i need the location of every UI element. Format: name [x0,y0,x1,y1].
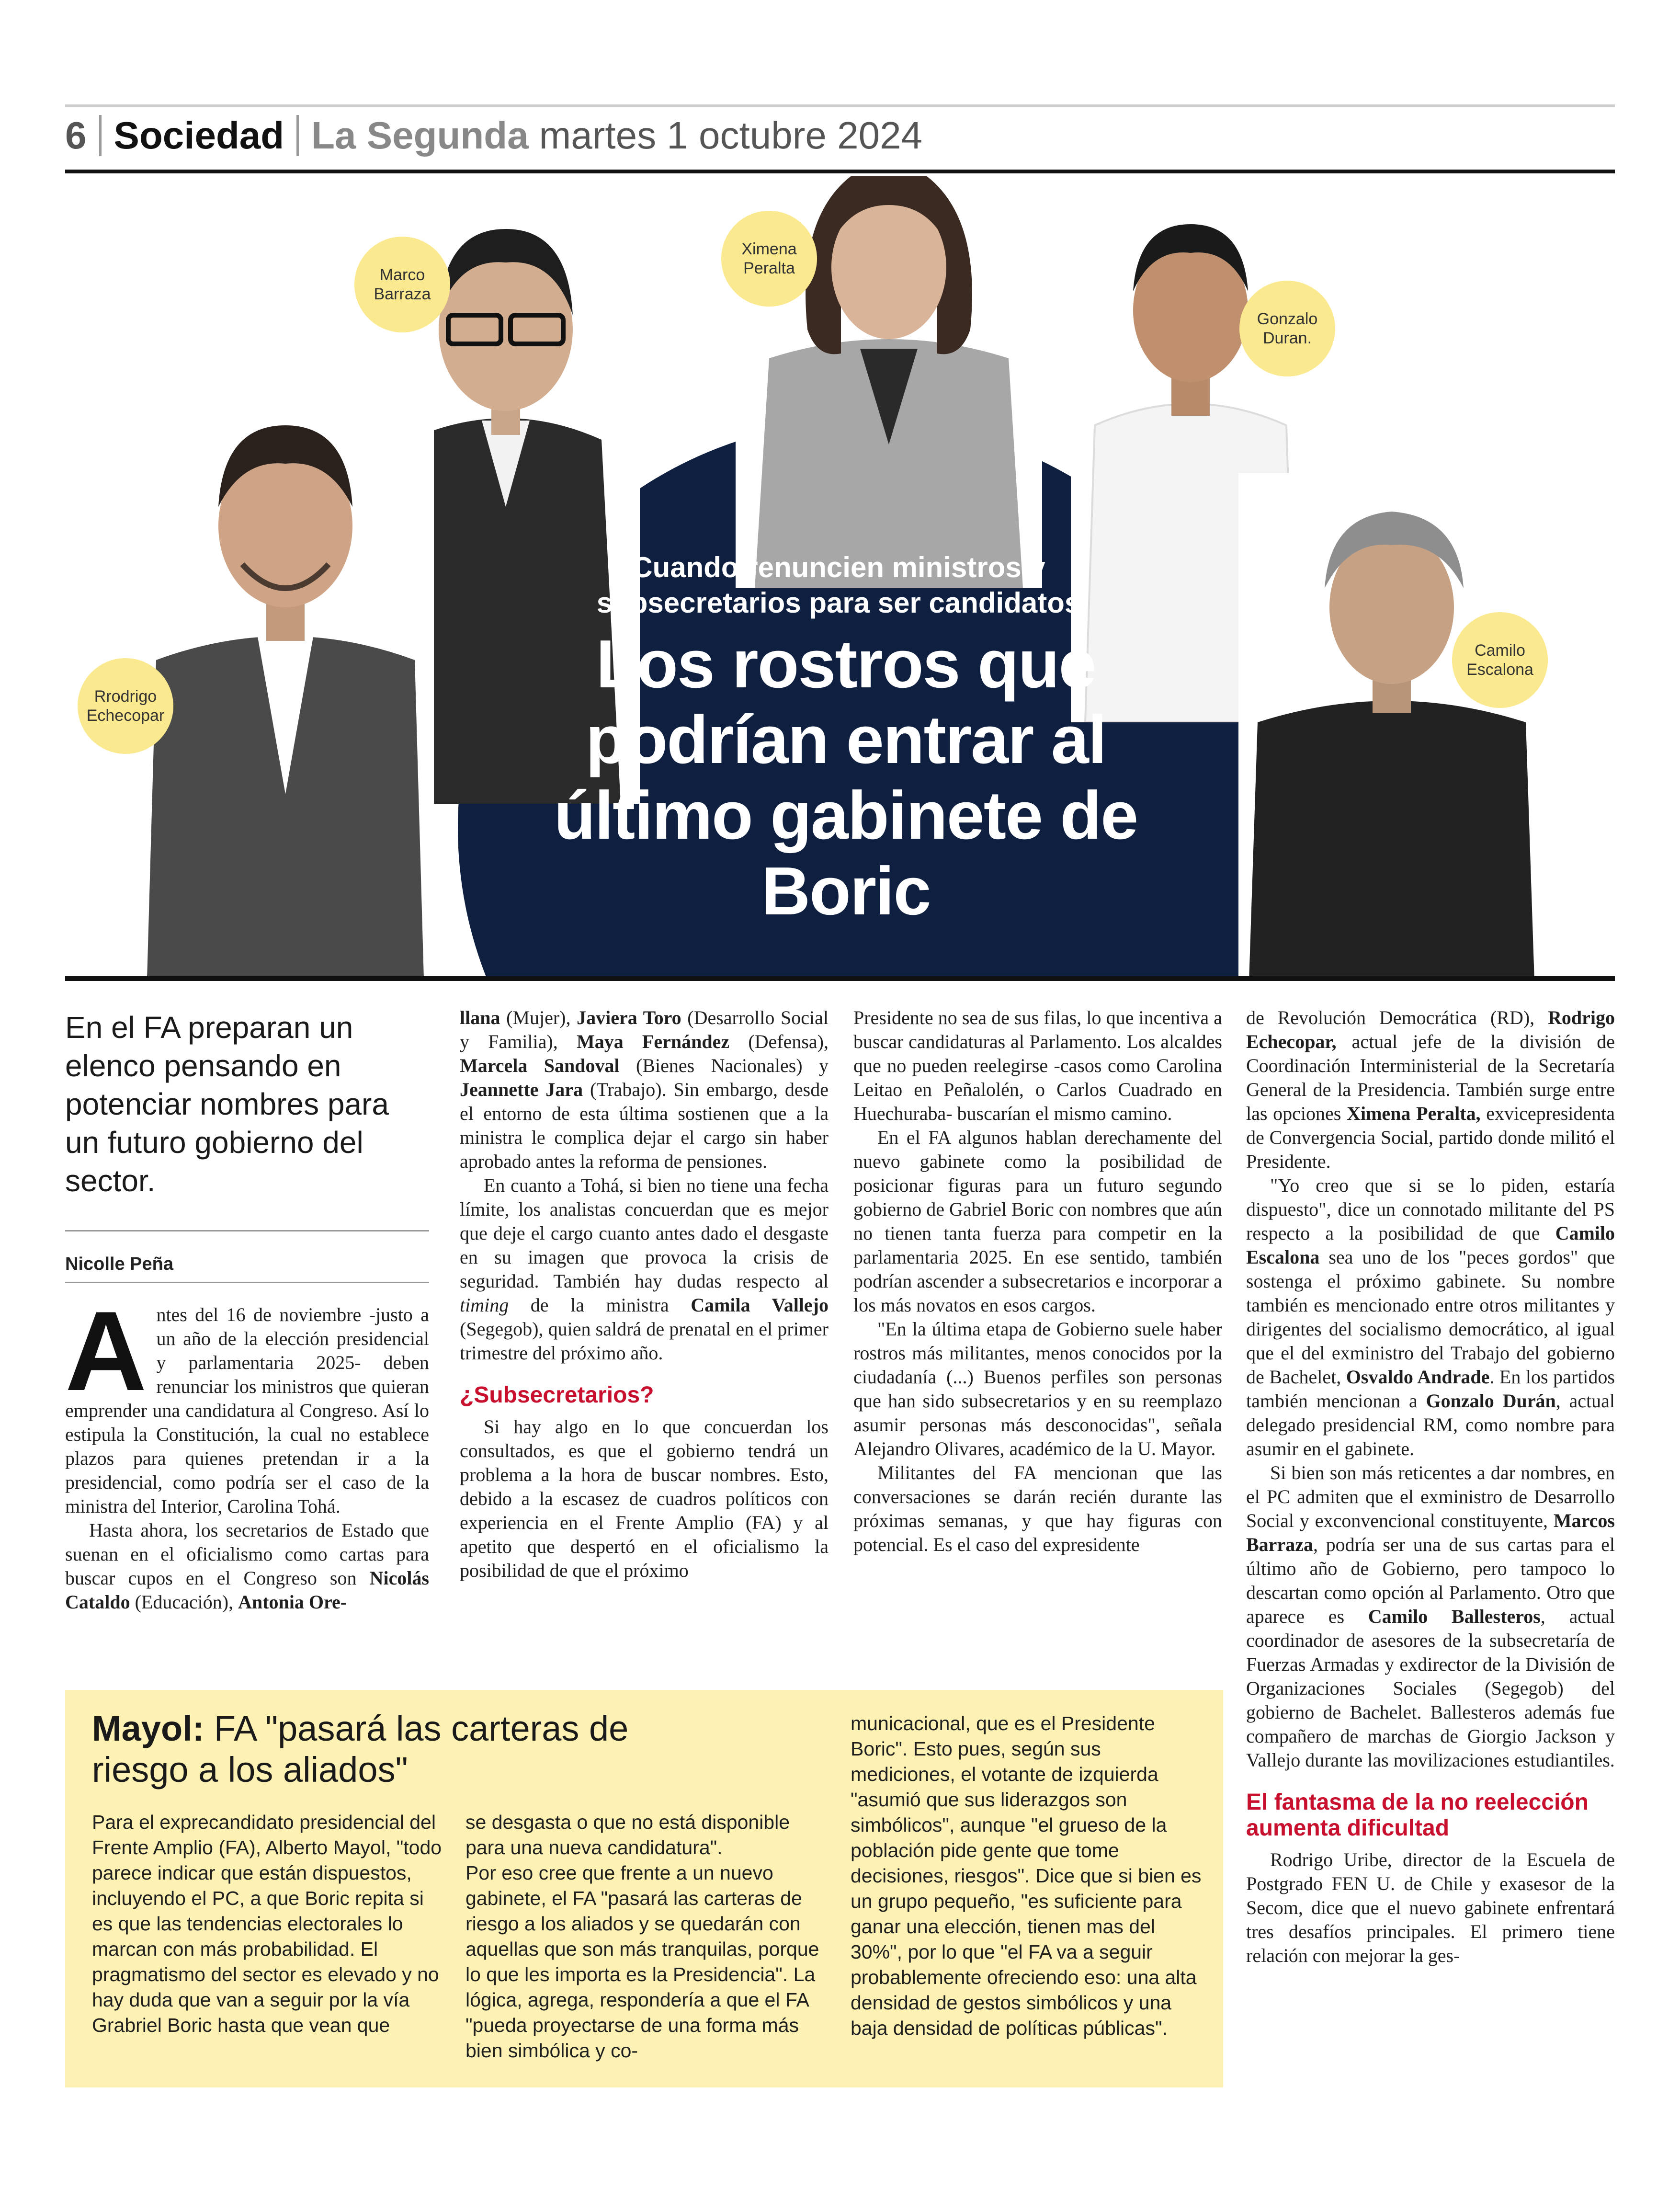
italic-term: timing [460,1294,509,1316]
article-column-3 [853,1006,1222,1557]
paragraph-text: actual jefe de la división de Coordinación Interministerial de la Secretaría General de la Presidencia. También surge entre las opciones [1246,1031,1615,1124]
paragraph: municacional, que es el Presidente Boric". Esto pues, según sus mediciones, el votante de izquierda "asumió que sus liderazgos son simbólicos", aunque "el grueso de la población pide gente que tome decisiones, riesgos". Dice que si bien es un grupo pequeño, "es suficiente para ganar una elección, tienen mas del 30%", por lo que "el FA va a seguir probablemente ofreciendo eso: una alta densidad de gestos simbólicos y una baja densidad de políticas públicas". [851,1712,1202,2039]
name-highlight: Marcos Barraza [1246,1510,1615,1555]
paragraph-text: , actual coordinador de asesores de la subsecretaría de Fuerzas Armadas y exdirector de la División de Organizaciones Sociales (Segegob) del gobierno de Bachelet. Ballesteros además fue compañero de marchas de Giorgio Jackson y Vallejo durante las movilizaciones estudiantiles. [1246,1606,1615,1771]
paragraph: Para el exprecandidato presidencial del Frente Amplio (FA), Alberto Mayol, "todo parece indicar que están dispuestos, incluyendo el PC, a que Boric repita si es que las tendencias electorales lo marcan con más probabilidad. El pragmatismo del sector es elevado y no hay duda que van a seguir por la vía Grabriel Boric hasta que vean que [92,1811,442,2036]
subhead: El fantasma de la no reelección aumenta dificultad [1246,1790,1589,1841]
paragraph [65,1518,429,1614]
paragraph-text: de la ministra [509,1294,691,1316]
portrait-photo [137,363,434,981]
article-column-1 [65,1288,429,1614]
paragraph: se desgasta o que no está disponible para una nueva candidatura". [465,1811,790,1858]
portrait-photo [1238,473,1545,981]
paragraph [1246,1006,1615,1174]
name-highlight: Osvaldo Andrade [1346,1366,1490,1388]
name-circle-ximena-peralta: Ximena Peralta [721,211,817,307]
paragraph-text: de Revolución Democrática (RD), [1246,1007,1548,1028]
paragraph [65,1288,429,1518]
name-circle-gonzalo-duran: Gonzalo Duran. [1239,281,1335,376]
paragraph: Rodrigo Uribe, director de la Escuela de Postgrado FEN U. de Chile y exasesor de la Secom, dice que el nuevo gabinete enfrentará tres desafíos principales. El primero tiene relación con mejorar la ges- [1246,1849,1615,1966]
page-number: 6 [65,114,87,157]
name-highlight: Antonia Ore- [238,1591,347,1613]
header-row [65,109,922,162]
name-highlight: Rodrigo Echecopar, [1246,1007,1615,1052]
name-highlight: Ximena Peralta, [1347,1103,1481,1124]
paragraph-text: (Trabajo). Sin embargo, desde el entorno de esta última sostienen que a la ministra le complica dejar el cargo sin haber aprobado antes la reforma de pensiones. [460,1079,829,1172]
paragraph [460,1415,829,1583]
headline-kicker: Cuando renuncien ministros y subsecretarios para ser candidatos [596,551,1081,619]
name-highlight: Maya Fernández [576,1031,730,1052]
portrait-rodrigo-echecopar [137,363,434,981]
paragraph: Por eso cree que frente a un nuevo gabinete, el FA "pasará las carteras de riesgo a los aliados y se quedarán con aquellas que son más tranquilas, porque lo que les importa es la Presidencia". La lógica, agrega, respondería a que el FA "pueda proyectarse de una forma más bien simbólica y co- [465,1862,819,2062]
paragraph-text: , actual delegado presidencial RM, como nombre para asumir en el gabinete. [1246,1390,1615,1459]
paragraph [460,1174,829,1365]
paragraph-text: Si bien son más reticentes a dar nombres, en el PC admiten que el exministro de Desarrollo Social y exconvencional constituyente, [1246,1462,1615,1531]
name-highlight: Camilo Ballesteros [1368,1606,1541,1627]
paragraph [1246,1461,1615,1772]
article-column-2 [460,1006,829,1583]
name-circle-rodrigo-echecopar: Rrodrigo Echecopar [78,658,173,754]
paragraph-text: , podría ser una de sus cartas para el último año de Gobierno, pero tampoco lo descartan como opción al Parlamento. Otro que aparece es [1246,1534,1615,1627]
publication-name: La Segunda [311,114,529,157]
paragraph-text: (Segegob), quien saldrá de prenatal en el primer trimestre del próximo año. [460,1318,829,1364]
dropcap: A [65,1288,147,1414]
byline: Nicolle Peña [65,1254,173,1274]
article-column-4 [1246,1006,1615,1968]
hero-collage [65,176,1615,981]
header-rule [65,170,1615,173]
sidebar-title-bold: Mayol: [92,1709,204,1748]
name-circle-marco-barraza: Marco Barraza [354,237,450,332]
paragraph-text: (Defensa), [729,1031,829,1052]
name-highlight: Gonzalo Durán [1426,1390,1556,1412]
portrait-camilo-escalona [1238,473,1545,981]
paragraph-text: (Bienes Nacionales) y [619,1055,829,1076]
paragraph-text: ntes del 16 de noviembre -justo a un año de la elección presidencial y parlamentaria 2025- deben renunciar los ministros que quieran emprender una candidatura al Congreso. Así lo estipula la Constitución, la cual no establece plazos para quienes pretendan ir a la presidencial, como podría ser el caso de la ministra del Interior, Carolina Tohá. [65,1304,429,1517]
page-header [65,104,1615,176]
header-top-rule [65,104,1615,107]
dek-rule [65,1230,429,1231]
paragraph: En el FA algunos hablan derechamente del nuevo gabinete como la posibilidad de posicionar figuras para un futuro segundo gobierno de Gabriel Boric con nombres que aún no tienen tanta fuerza para competir en la parlamentaria 2025. En ese sentido, también podrían ascender a subsecretarios e incorporar a los más novatos en esos cargos. [853,1127,1222,1316]
name-highlight: Javiera Toro [577,1007,681,1028]
paragraph: "En la última etapa de Gobierno suele haber rostros más militantes, menos conocidos por la ciudadanía (...) Buenos perfiles son personas que han sido subsecretarios y en su reemplazo asumir personas más desconocidas", señala Alejandro Olivares, académico de la U. Mayor. [853,1318,1222,1459]
paragraph-text: Hasta ahora, los secretarios de Estado que suenan en el oficialismo como cartas para buscar cupos en el Congreso son [65,1519,429,1589]
paragraph-text: (Mujer), [500,1007,577,1028]
paragraph-text: (Desarrollo Social y Familia), [460,1007,829,1052]
paragraph-text: (Educación), [130,1591,238,1613]
headline: Los rostros que podrían entrar al último gabinete de Boric [554,626,1138,929]
sidebar-column-3 [851,1711,1205,2041]
name-highlight: Marcela Sandoval [460,1055,620,1076]
sidebar-column-2 [465,1810,825,2063]
sidebar-title-text: FA "pasará las carteras de riesgo a los aliados" [92,1709,629,1790]
name-highlight: Camila Vallejo [691,1294,829,1316]
name-highlight: llana [460,1007,500,1028]
paragraph-text: "Yo creo que si se lo piden, estaría dispuesto", dice un connotado militante del PS respecto a la posibilidad de que [1246,1174,1615,1244]
sidebar-title [92,1708,686,1790]
name-highlight: Nicolás Cataldo [65,1567,429,1613]
paragraph-text: sea uno de los "peces gordos" que sostenga el próximo gabinete. Su nombre también es mencionado entre otros militantes y dirigentes del socialismo democrático, al igual que el del exministro del Trabajo del gobierno de Bachelet, [1246,1246,1615,1388]
name-highlight: Jeannette Jara [460,1079,583,1100]
name-circle-camilo-escalona: Camilo Escalona [1452,612,1548,708]
sidebar-box [65,1690,1223,2087]
paragraph-text: Si hay algo en lo que concuerdan los consultados, es que el gobierno tendrá un problema a la hora de buscar nombres. Esto, debido a la escasez de cuadros políticos con experiencia en el Frente Amplio (FA) y al apetito que despertó en el oficialismo la posibilidad de que el próximo [460,1416,829,1581]
paragraph [460,1006,829,1174]
name-highlight: Camilo Escalona [1246,1222,1615,1268]
paragraph-text: . En los partidos también mencionan a [1246,1366,1615,1412]
paragraph [1246,1174,1615,1461]
article-dek: En el FA preparan un elenco pensando en potenciar nombres para un futuro gobierno del sector. [65,1010,389,1198]
byline-rule [65,1282,429,1283]
sidebar-column-1 [92,1810,446,2038]
paragraph-text: exvicepresidenta de Convergencia Social, partido donde militó el Presidente. [1246,1103,1615,1172]
paragraph: Presidente no sea de sus filas, lo que incentiva a buscar candidaturas al Parlamento. Los alcaldes que no pueden reelegirse -casos como Carolina Leitao en Peñalolén, o Carlos Cuadrado en Huechuraba- buscarían el mismo camino. [853,1007,1222,1124]
hero-bottom-rule [65,976,1615,981]
paragraph-text: En cuanto a Tohá, si bien no tiene una fecha límite, los analistas concuerdan que es mejor que deje el cargo cuanto antes dado el desgaste en su imagen que provoca la crisis de seguridad. También hay dudas respecto al [460,1174,829,1292]
subhead: ¿Subsecretarios? [460,1382,654,1408]
section-name: Sociedad [114,114,284,157]
issue-date: martes 1 octubre 2024 [539,114,923,157]
paragraph: Militantes del FA mencionan que las conversaciones se darán recién durante las próximas semanas, y que hay figuras con potencial. Es el caso del expresidente [853,1462,1222,1555]
